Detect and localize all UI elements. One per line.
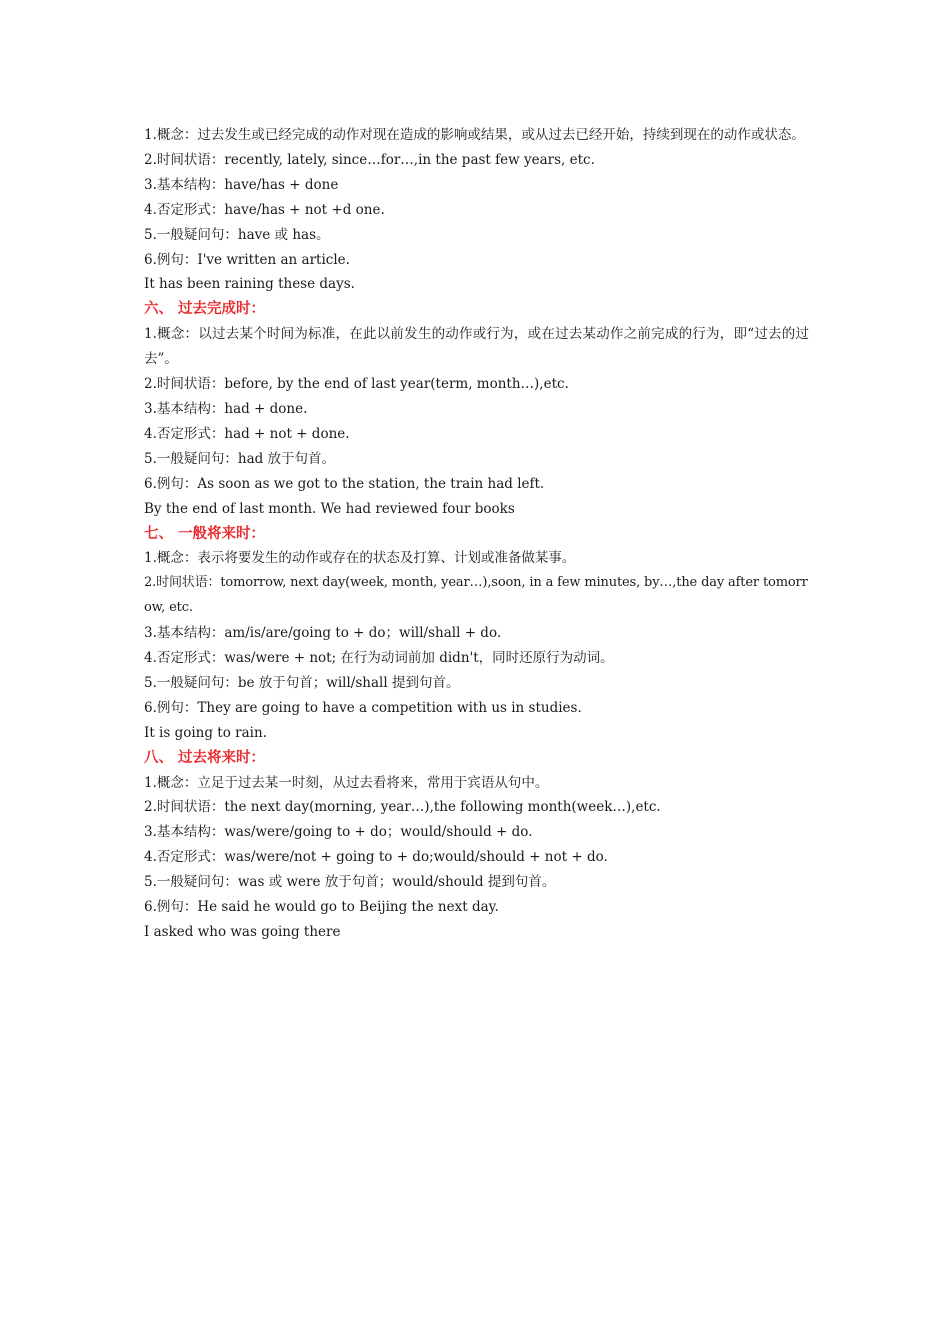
example-text: 6.例句：As soon as we got to the station, the train had left. (144, 475, 545, 492)
example-text: It is going to rain. (144, 724, 267, 741)
structure-text: 3.基本结构：am/is/are/going to + do；will/shall + do. (144, 625, 502, 642)
simple-future-section (144, 522, 809, 746)
negative-text: 4.否定形式：was/were + not; 在行为动词前加 didn't，同时还原行为动词。 (144, 650, 614, 667)
adverbials-text: 2.时间状语：tomorrow, next day(week, month, year…),soon, in a few minutes, by…,the day after tomorrow, etc. (144, 575, 808, 616)
present-perfect-section (144, 123, 809, 297)
negative-text: 4.否定形式：have/has + not +d one. (144, 201, 385, 218)
adverbials-text: 2.时间状语：recently, lately, since…for…,in the past few years, etc. (144, 151, 595, 168)
structure-text: 3.基本结构：was/were/going to + do；would/should + do. (144, 824, 533, 841)
section-heading: 六、 过去完成时： (144, 301, 266, 318)
past-perfect-section (144, 297, 809, 521)
question-text: 5.一般疑问句：be 放于句首；will/shall 提到句首。 (144, 674, 460, 691)
document-page (144, 123, 809, 945)
structure-text: 3.基本结构：had + done. (144, 400, 308, 417)
adverbials-text: 2.时间状语：before, by the end of last year(term, month…),etc. (144, 376, 569, 393)
question-text: 5.一般疑问句：had 放于句首。 (144, 450, 336, 467)
section-heading: 七、 一般将来时： (144, 525, 266, 542)
past-future-section (144, 746, 809, 945)
concept-text: 1.概念：表示将要发生的动作或存在的状态及打算、计划或准备做某事。 (144, 550, 576, 567)
example-text: 6.例句：They are going to have a competition with us in studies. (144, 699, 582, 716)
example-text: I asked who was going there (144, 924, 341, 940)
concept-text: 1.概念：以过去某个时间为标准，在此以前发生的动作或行为，或在过去某动作之前完成的行为，即“过去的过去”。 (144, 326, 809, 368)
concept-text: 1.概念：过去发生或已经完成的动作对现在造成的影响或结果，或从过去已经开始，持续到现在的动作或状态。 (144, 127, 805, 143)
example-text: 6.例句：I've written an article. (144, 251, 350, 268)
example-text: It has been raining these days. (144, 276, 355, 293)
example-text: 6.例句：He said he would go to Beijing the next day. (144, 899, 499, 916)
example-text: By the end of last month. We had reviewed four books (144, 500, 515, 517)
concept-text: 1.概念：立足于过去某一时刻，从过去看将来，常用于宾语从句中。 (144, 774, 549, 791)
negative-text: 4.否定形式：had + not + done. (144, 425, 350, 442)
section-heading: 八、 过去将来时： (144, 749, 266, 766)
adverbials-text: 2.时间状语：the next day(morning, year…),the following month(week…),etc. (144, 799, 661, 816)
question-text: 5.一般疑问句：have 或 has。 (144, 226, 330, 243)
question-text: 5.一般疑问句：was 或 were 放于句首；would/should 提到句首。 (144, 874, 556, 891)
negative-text: 4.否定形式：was/were/not + going to + do;would/should + not + do. (144, 849, 608, 866)
structure-text: 3.基本结构：have/has + done (144, 176, 339, 193)
